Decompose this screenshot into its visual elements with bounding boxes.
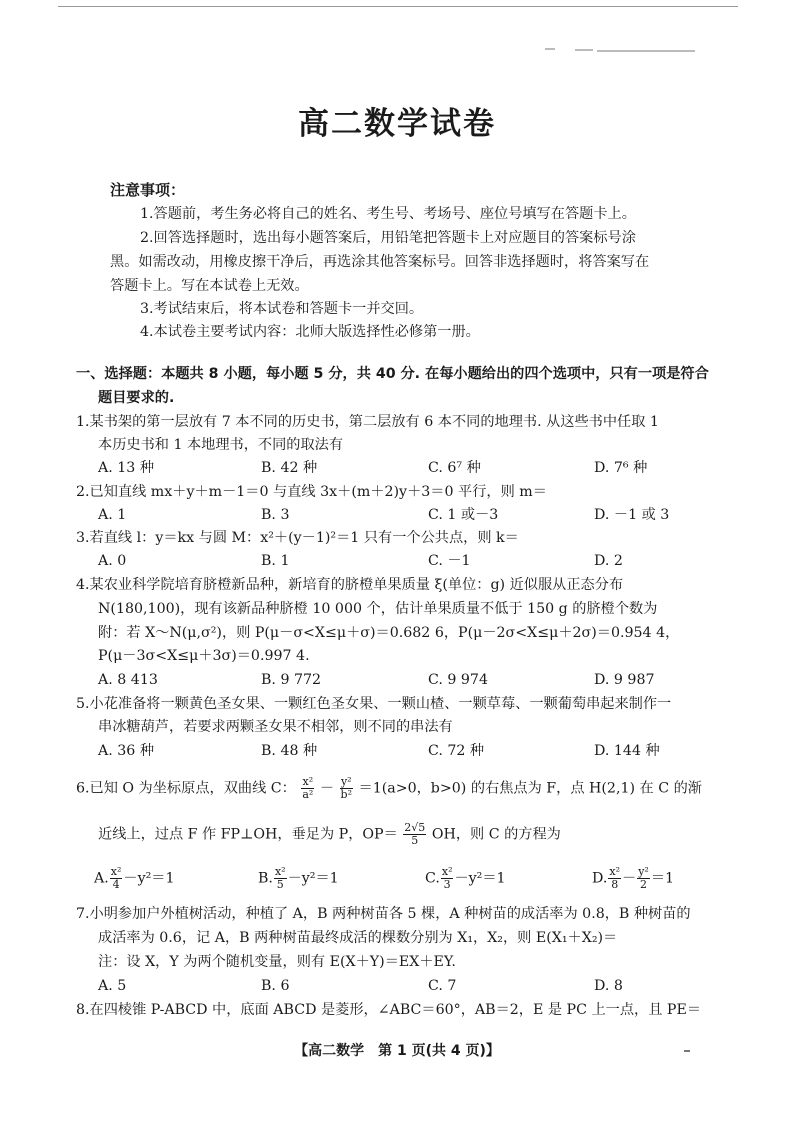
q7-option-c: C. 7 [428, 978, 457, 994]
q4-option-b: B. 9 772 [261, 672, 322, 688]
question-4-line-3: 附：若 X～N(μ,σ²)，则 P(μ－σ<X≤μ＋σ)＝0.682 6，P(μ－2σ<X≤μ＋2σ)＝0.954 4， [98, 625, 680, 641]
q6-d-den-2: 2 [640, 878, 648, 891]
q6-c-num: x² [441, 865, 453, 878]
q6-d-den-1: 8 [611, 878, 619, 891]
q7-option-d: D. 8 [594, 978, 623, 994]
pen-scribble-mark [545, 47, 695, 53]
question-3-line-1: 3.若直线 l：y＝kx 与圆 M：x²＋(y－1)²＝1 只有一个公共点，则 k＝ [76, 530, 519, 546]
q3-option-d: D. 2 [594, 553, 623, 569]
q6-frac-den-2: b² [340, 788, 352, 801]
question-8-line-1: 8.在四棱锥 P-ABCD 中，底面 ABCD 是菱形，∠ABC＝60°，AB＝2，E 是 PC 上一点，且 PE＝ [76, 1002, 702, 1018]
q6-a-tail: －y²＝1 [123, 870, 175, 887]
q7-option-b: B. 6 [261, 978, 290, 994]
q2-option-c: C. 1 或－3 [428, 507, 499, 523]
notice-item-4: 4.本试卷主要考试内容：北师大版选择性必修第一册。 [140, 324, 480, 340]
stray-mark [684, 1050, 690, 1052]
section-heading-line-1: 一、选择题：本题共 8 小题，每小题 5 分，共 40 分. 在每小题给出的四个选项中，只有一项是符合 [76, 366, 709, 382]
q6-b-den: 5 [276, 878, 284, 891]
q3-option-a: A. 0 [98, 553, 127, 569]
q6-fraction-x2-a2 [301, 776, 314, 801]
q4-option-a: A. 8 413 [98, 672, 158, 688]
page-title: 高二数学试卷 [298, 106, 496, 142]
q6-c-tail: －y²＝1 [454, 870, 506, 887]
notice-item-1: 1.答题前，考生务必将自己的姓名、考生号、考场号、座位号填写在答题卡上。 [140, 206, 636, 222]
q1-option-a: A. 13 种 [98, 460, 155, 476]
q6-d-tail: ＝1 [650, 870, 675, 887]
notice-item-3: 3.考试结束后，将本试卷和答题卡一并交回。 [140, 301, 424, 317]
q6-b-num: x² [274, 865, 286, 878]
question-4-line-4: P(μ－3σ<X≤μ＋3σ)＝0.997 4. [98, 648, 310, 664]
q6-d-minus: － [622, 870, 637, 887]
q6-minus: － [319, 780, 335, 797]
q6-frac-num-2: y² [340, 775, 352, 788]
question-4-line-1: 4.某农业科学院培育脐橙新品种，新培育的脐橙单果质量 ξ(单位：g) 近似服从正态分布 [76, 577, 624, 593]
q6-frac-num: x² [302, 775, 314, 788]
q6-b-label: B. [258, 870, 273, 887]
q6-line2-end: OH，则 C 的方程为 [431, 826, 561, 843]
q1-option-b: B. 42 种 [261, 460, 318, 476]
question-7-line-3: 注：设 X，Y 为两个随机变量，则有 E(X＋Y)＝EX＋EY. [98, 954, 456, 970]
q6-b-tail: －y²＝1 [287, 870, 339, 887]
question-1-line-1: 1.某书架的第一层放有 7 本不同的历史书，第二层放有 6 本不同的地理书. 从这些书中任取 1 [76, 414, 659, 430]
q6-a-num: x² [110, 865, 122, 878]
q2-option-b: B. 3 [261, 507, 290, 523]
q6-c-den: 3 [443, 878, 451, 891]
q6-c-fraction [441, 866, 454, 891]
q6-a-label: A. [94, 870, 109, 887]
q6-d-fraction-1 [608, 866, 621, 891]
q6-text-rest: ＝1(a>0，b>0) 的右焦点为 F，点 H(2,1) 在 C 的渐 [358, 780, 702, 797]
q6-fraction-y2-b2 [340, 776, 353, 801]
notice-heading: 注意事项： [110, 181, 186, 199]
q1-option-d: D. 7⁶ 种 [594, 460, 648, 476]
q6-c-label: C. [425, 870, 440, 887]
top-border-line [58, 6, 738, 7]
q6-a-den: 4 [112, 878, 120, 891]
q6-coef-den: 5 [411, 834, 419, 847]
q4-option-d: D. 9 987 [594, 672, 655, 688]
question-7-line-1: 7.小明参加户外植树活动，种植了 A，B 两种树苗各 5 棵，A 种树苗的成活率为 0.8，B 种树苗的 [76, 906, 691, 922]
notice-item-2-line-3: 答题卡上。写在本试卷上无效。 [110, 278, 309, 294]
q6-option-d [592, 866, 674, 891]
q6-frac-den: a² [302, 788, 314, 801]
q6-d-num-2: y² [638, 865, 649, 878]
q6-coef-num: 2√5 [404, 821, 426, 834]
q5-option-d: D. 144 种 [594, 743, 660, 759]
q2-option-a: A. 1 [98, 507, 127, 523]
q4-option-c: C. 9 974 [428, 672, 488, 688]
q2-option-d: D. －1 或 3 [594, 507, 670, 523]
q1-option-c: C. 6⁷ 种 [428, 460, 481, 476]
q6-a-fraction [110, 866, 123, 891]
q7-option-a: A. 5 [98, 978, 127, 994]
q6-fraction-2sqrt5-5 [403, 822, 426, 847]
notice-item-2-line-2: 黑。如需改动，用橡皮擦干净后，再选涂其他答案标号。回答非选择题时，将答案写在 [110, 254, 650, 270]
page-footer: 【高二数学 第 1 页(共 4 页)】 [294, 1043, 500, 1059]
notice-item-2-line-1: 2.回答选择题时，选出每小题答案后，用铅笔把答题卡上对应题目的答案标号涂 [140, 230, 636, 246]
q6-line2-start: 近线上，过点 F 作 FP⊥OH，垂足为 P，OP＝ [98, 826, 398, 843]
section-heading-line-2: 题目要求的. [98, 390, 175, 406]
question-5-line-2: 串冰糖葫芦，若要求两颗圣女果不相邻，则不同的串法有 [98, 719, 453, 735]
q6-option-a [94, 866, 175, 891]
q6-b-fraction [274, 866, 287, 891]
question-2-line-1: 2.已知直线 mx＋y＋m－1＝0 与直线 3x＋(m＋2)y＋3＝0 平行，则 m＝ [76, 484, 547, 500]
q5-option-a: A. 36 种 [98, 743, 155, 759]
q6-d-label: D. [592, 870, 608, 887]
q3-option-b: B. 1 [261, 553, 290, 569]
question-5-line-1: 5.小花准备将一颗黄色圣女果、一颗红色圣女果、一颗山楂、一颗草莓、一颗葡萄串起来制作一 [76, 696, 672, 712]
q6-option-c [425, 866, 506, 891]
question-6-line-2 [98, 822, 561, 847]
q5-option-b: B. 48 种 [261, 743, 318, 759]
q6-d-fraction-2 [637, 866, 650, 891]
q5-option-c: C. 72 种 [428, 743, 485, 759]
question-7-line-2: 成活率为 0.6，记 A，B 两种树苗最终成活的棵数分别为 X₁，X₂，则 E(X₁＋X₂)＝ [98, 930, 618, 946]
q6-text-start: 6.已知 O 为坐标原点，双曲线 C： [76, 780, 296, 797]
q6-option-b [258, 866, 339, 891]
q6-d-num-1: x² [609, 865, 621, 878]
question-6-line-1 [76, 776, 702, 801]
question-1-line-2: 本历史书和 1 本地理书，不同的取法有 [98, 437, 344, 453]
question-4-line-2: N(180,100)，现有该新品种脐橙 10 000 个，估计单果质量不低于 150 g 的脐橙个数为 [98, 601, 658, 617]
q3-option-c: C. －1 [428, 553, 471, 569]
